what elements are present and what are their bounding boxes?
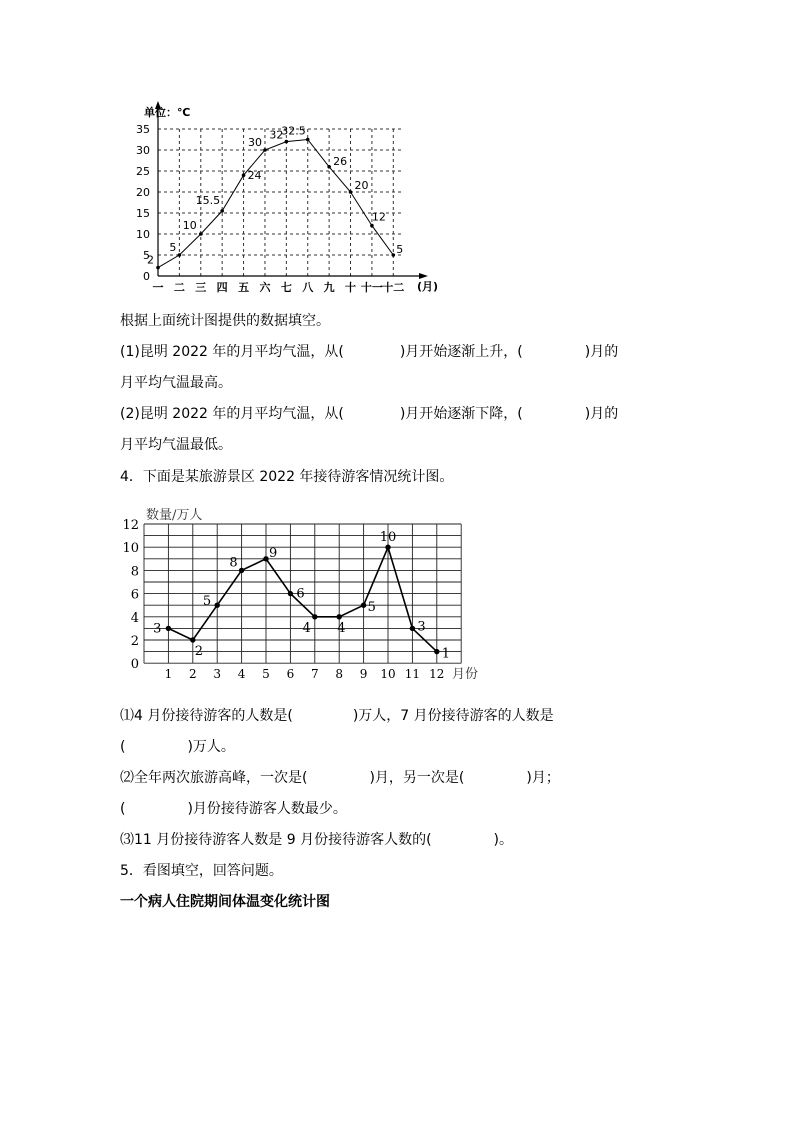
- y-tick-label: 2: [130, 634, 139, 649]
- question-4-title: 4．下面是某旅游景区 2022 年接待游客情况统计图。: [120, 469, 454, 485]
- data-label: 30: [247, 136, 262, 149]
- data-label: 10: [379, 530, 397, 546]
- data-point: [263, 148, 267, 152]
- data-label: 3: [417, 619, 426, 635]
- data-label: 1: [441, 646, 451, 662]
- x-tick-label: 七: [280, 281, 292, 294]
- data-label: 6: [296, 586, 305, 602]
- data-label: 20: [354, 179, 369, 192]
- data-point: [199, 232, 203, 236]
- temperature-month-suffix: (月): [417, 280, 439, 293]
- data-point: [410, 626, 415, 631]
- x-tick-label: 四: [216, 281, 228, 294]
- x-tick-label: 9: [359, 667, 368, 682]
- y-tick-label: 4: [130, 610, 139, 626]
- visitors-series: [153, 530, 450, 661]
- x-tick-label: 六: [259, 281, 271, 294]
- data-label: 4: [302, 620, 311, 636]
- x-tick-label: 八: [302, 281, 314, 294]
- data-point: [327, 165, 331, 169]
- data-label: 12: [371, 210, 386, 224]
- data-label: 5: [396, 243, 404, 256]
- y-tick-label: 10: [122, 541, 139, 557]
- x-tick-label: 3: [213, 667, 222, 682]
- data-point: [349, 190, 353, 194]
- y-tick-label: 20: [136, 186, 150, 199]
- q4-2-part-b: )月，另一次是(: [369, 770, 465, 786]
- q4-2-part-c: )月；: [526, 770, 560, 786]
- x-tick-label: 4: [237, 667, 246, 682]
- visitors-x-axis-label: 月份: [452, 667, 479, 682]
- data-point: [178, 253, 182, 257]
- x-tick-label: 7: [310, 667, 319, 682]
- data-label: 9: [269, 545, 278, 561]
- visitors-y-axis-label: 数量/万人: [146, 508, 203, 523]
- temperature-line-chart: [110, 96, 450, 301]
- data-label: 32.5: [281, 124, 306, 138]
- data-point: [370, 224, 374, 228]
- data-label: 26: [333, 154, 348, 168]
- q4-1-part-c: (: [120, 739, 126, 755]
- y-tick-label: 12: [122, 518, 139, 533]
- y-tick-label: 15: [136, 207, 150, 220]
- y-tick-label: 5: [143, 249, 150, 262]
- data-point: [166, 626, 171, 631]
- q3-2-part-c: )月的: [584, 406, 619, 422]
- chart-3-title: 一个病人住院期间体温变化统计图: [120, 894, 330, 910]
- x-tick-label: 8: [335, 667, 344, 682]
- x-tick-label: 6: [286, 667, 295, 682]
- y-tick-label: 25: [136, 165, 150, 178]
- data-point: [361, 603, 366, 608]
- x-axis-arrow: [419, 273, 428, 279]
- data-point: [215, 603, 220, 608]
- q3-1-part-c: )月的: [584, 344, 619, 360]
- series-line: [158, 140, 393, 268]
- data-point: [285, 140, 289, 144]
- y-tick-label: 10: [136, 228, 150, 241]
- q3-1-part-a: (1)昆明 2022 年的月平均气温，从(: [120, 344, 344, 360]
- data-label: 24: [247, 169, 262, 183]
- x-tick-label: 11: [404, 667, 421, 682]
- data-point: [434, 649, 439, 654]
- data-label: 32: [269, 128, 284, 142]
- x-tick-label: 1: [164, 667, 173, 682]
- x-tick-label: 10: [380, 667, 396, 682]
- data-label: 2: [194, 644, 204, 659]
- question-4-2: [120, 769, 560, 787]
- data-point: [385, 545, 390, 550]
- data-label: 5: [169, 241, 177, 254]
- data-label: 5: [367, 600, 376, 616]
- x-tick-label: 5: [262, 667, 270, 682]
- question-4-3: [120, 831, 513, 849]
- question-3-2-cont: 月平均气温最低。: [120, 437, 232, 453]
- question-4-1: [120, 707, 554, 725]
- q4-1-part-a: ⑴4 月份接待游客的人数是(: [120, 708, 293, 724]
- x-tick-label: 二: [173, 281, 185, 294]
- q3-2-part-a: (2)昆明 2022 年的月平均气温，从(: [120, 406, 344, 422]
- data-label: 4: [337, 620, 346, 636]
- data-point: [156, 266, 160, 270]
- y-tick-label: 0: [130, 657, 139, 673]
- temperature-series: [147, 125, 403, 270]
- x-tick-label: 2: [188, 667, 197, 682]
- temperature-tick-labels: [136, 123, 404, 294]
- y-tick-label: 35: [136, 123, 150, 136]
- data-point: [220, 209, 224, 213]
- x-tick-label: 12: [429, 667, 445, 682]
- question-3-1-cont: 月平均气温最高。: [120, 375, 232, 391]
- data-label: 8: [229, 555, 238, 571]
- q4-3-part-a: ⑶11 月份接待游客人数是 9 月份接待游客人数的(: [120, 832, 432, 848]
- data-label: 5: [202, 594, 212, 610]
- x-tick-label: 十: [345, 281, 357, 294]
- q4-1-part-d: )万人。: [187, 739, 235, 755]
- data-point: [306, 138, 310, 142]
- y-tick-label: 30: [136, 144, 150, 157]
- x-tick-label: 九: [323, 281, 335, 294]
- data-point: [263, 556, 268, 561]
- data-point: [312, 614, 317, 619]
- x-tick-label: 十二: [382, 281, 405, 294]
- data-point: [392, 253, 396, 257]
- x-tick-label: 十一: [360, 281, 383, 294]
- y-tick-label: 0: [143, 270, 150, 283]
- x-tick-label: 一: [152, 281, 164, 294]
- data-label: 15.5: [195, 193, 221, 207]
- intro-text: 根据上面统计图提供的数据填空。: [120, 313, 330, 329]
- data-label: 2: [147, 253, 154, 267]
- question-4-1-cont: [120, 738, 235, 756]
- data-point: [190, 637, 195, 642]
- q4-3-part-b: )。: [493, 832, 514, 848]
- y-tick-label: 8: [130, 564, 139, 580]
- y-tick-label: 6: [130, 587, 139, 603]
- q3-2-part-b: )月开始逐渐下降，(: [399, 406, 523, 422]
- data-label: 10: [182, 219, 197, 232]
- data-label: 3: [153, 621, 162, 637]
- question-5-title: 5．看图填空，回答问题。: [120, 863, 283, 879]
- q4-2-part-d: (: [120, 801, 126, 817]
- data-point: [242, 173, 246, 177]
- x-tick-label: 三: [195, 281, 207, 294]
- data-point: [288, 591, 293, 596]
- data-point: [239, 568, 244, 573]
- q4-2-part-e: )月份接待游客人数最少。: [187, 801, 347, 817]
- question-4-2-cont: [120, 800, 347, 818]
- x-tick-label: 五: [238, 281, 250, 294]
- q3-1-part-b: )月开始逐渐上升，(: [399, 344, 523, 360]
- temperature-unit-label: 单位：℃: [144, 106, 191, 119]
- visitors-line-chart: [118, 502, 498, 692]
- q4-1-part-b: )万人，7 月份接待游客的人数是: [352, 708, 554, 724]
- question-3-1: [120, 343, 618, 361]
- q4-2-part-a: ⑵全年两次旅游高峰，一次是(: [120, 770, 308, 786]
- question-3-2: [120, 405, 618, 423]
- data-point: [337, 614, 342, 619]
